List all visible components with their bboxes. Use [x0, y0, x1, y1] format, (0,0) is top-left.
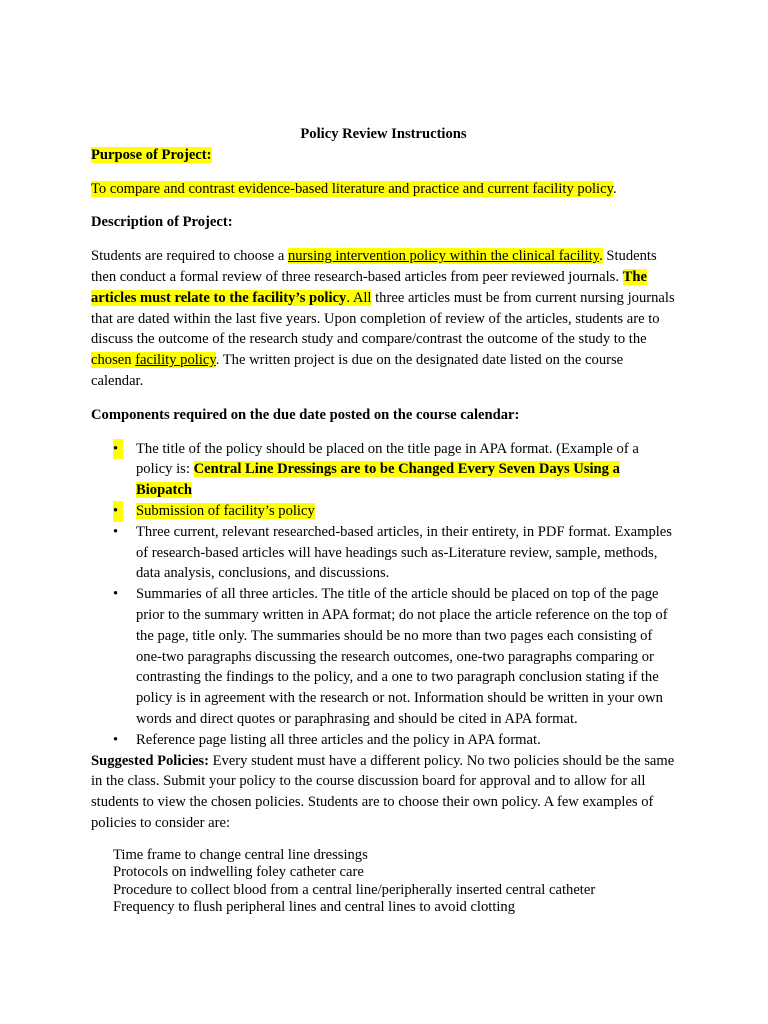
- suggested-text: Every student must have a different policy. No two policies should be the same in the class. Submit your policy to the course discussion board for approval and to allow for all students to view the chosen policies. Students are to choose their own policy. A few examples of policies to consider are:: [91, 752, 675, 831]
- description-paragraph: [91, 246, 676, 392]
- description-p3: three articles must be from current nursing journals that are dated within the last five years. Upon completion of review of the articles, students are to discuss the outcome of the research study and compare/contrast the outcome of the study to the: [91, 289, 675, 348]
- item1-example-highlight: Central Line Dressings are to be Changed Every Seven Days Using a Biopatch: [136, 461, 620, 499]
- item1-text: The title of the policy should be placed on the title page in APA format. (Example of a policy is:: [136, 440, 639, 478]
- purpose-heading: [91, 145, 676, 166]
- example-item: Protocols on indwelling foley catheter care: [113, 864, 364, 881]
- description-p1: Students are required to choose a: [91, 248, 288, 265]
- description-p2: Students then conduct a formal review of three research-based articles from peer reviewed journals.: [91, 248, 657, 285]
- list-item: [91, 730, 676, 751]
- description-facility-policy: facility policy: [135, 352, 216, 369]
- item2-highlight: Submission of facility’s policy: [136, 502, 315, 519]
- item5-text: Reference page listing all three articles and the policy in APA format.: [136, 731, 541, 748]
- purpose-heading-text: Purpose of Project:: [91, 146, 212, 163]
- components-list: [91, 439, 676, 751]
- bullet-icon: •: [113, 731, 119, 748]
- bullet-icon: •: [113, 501, 123, 522]
- suggested-paragraph: [91, 751, 676, 834]
- example-item: Time frame to change central line dressings: [113, 846, 368, 863]
- bullet-icon: •: [113, 586, 119, 603]
- list-item: [91, 584, 676, 730]
- purpose-end: .: [612, 180, 617, 197]
- item4-text: Summaries of all three articles. The title of the article should be placed on top of the page prior to the summary written in APA format; do not place the article reference on the top of the page, title only. The summaries should be no more than two pages each consisting of one-two paragraphs discussing the research outcomes, one-two paragraphs comparing or contrasting the findings to the policy, and a one to two paragraph conclusion stating if the policy is in agreement with the research or not. Information should be written in your own words and direct quotes or paraphrasing and should be cited in APA format.: [136, 586, 668, 727]
- description-all-highlight: All: [352, 289, 372, 306]
- example-item: Frequency to flush peripheral lines and central lines to avoid clotting: [113, 899, 516, 916]
- list-item: [91, 501, 676, 522]
- bullet-icon: •: [113, 523, 119, 540]
- description-heading: Description of Project:: [91, 214, 233, 231]
- description-chosen-highlight: chosen: [91, 352, 132, 369]
- purpose-highlight: To compare and contrast evidence-based literature and practice and current facility policy: [91, 180, 613, 197]
- description-policy-highlight: nursing intervention policy within the clinical facility: [287, 248, 600, 265]
- description-bold-highlight: The articles must relate to the facility’s policy: [91, 268, 647, 306]
- components-heading: Components required on the due date posted on the course calendar:: [91, 406, 520, 423]
- policy-examples: [91, 847, 676, 917]
- item3-text: Three current, relevant researched-based articles, in their entirety, in PDF format. Examples of research-based articles will have headings such as-Literature review, sample, methods, data analysis, conclusions, and discussions.: [136, 523, 672, 582]
- page-title: Policy Review Instructions: [300, 126, 467, 142]
- suggested-heading: Suggested Policies:: [91, 752, 209, 769]
- description-p1-end: .: [599, 248, 603, 265]
- description-p3-end: . The written project is due on the designated date listed on the course calendar.: [91, 352, 624, 389]
- list-item: [91, 439, 676, 501]
- list-item: [91, 522, 676, 584]
- example-item: Procedure to collect blood from a central line/peripherally inserted central catheter: [113, 881, 596, 898]
- document-body: [91, 124, 676, 917]
- purpose-text: [91, 179, 676, 200]
- description-p2-dot: .: [346, 289, 353, 306]
- bullet-icon: •: [113, 439, 123, 460]
